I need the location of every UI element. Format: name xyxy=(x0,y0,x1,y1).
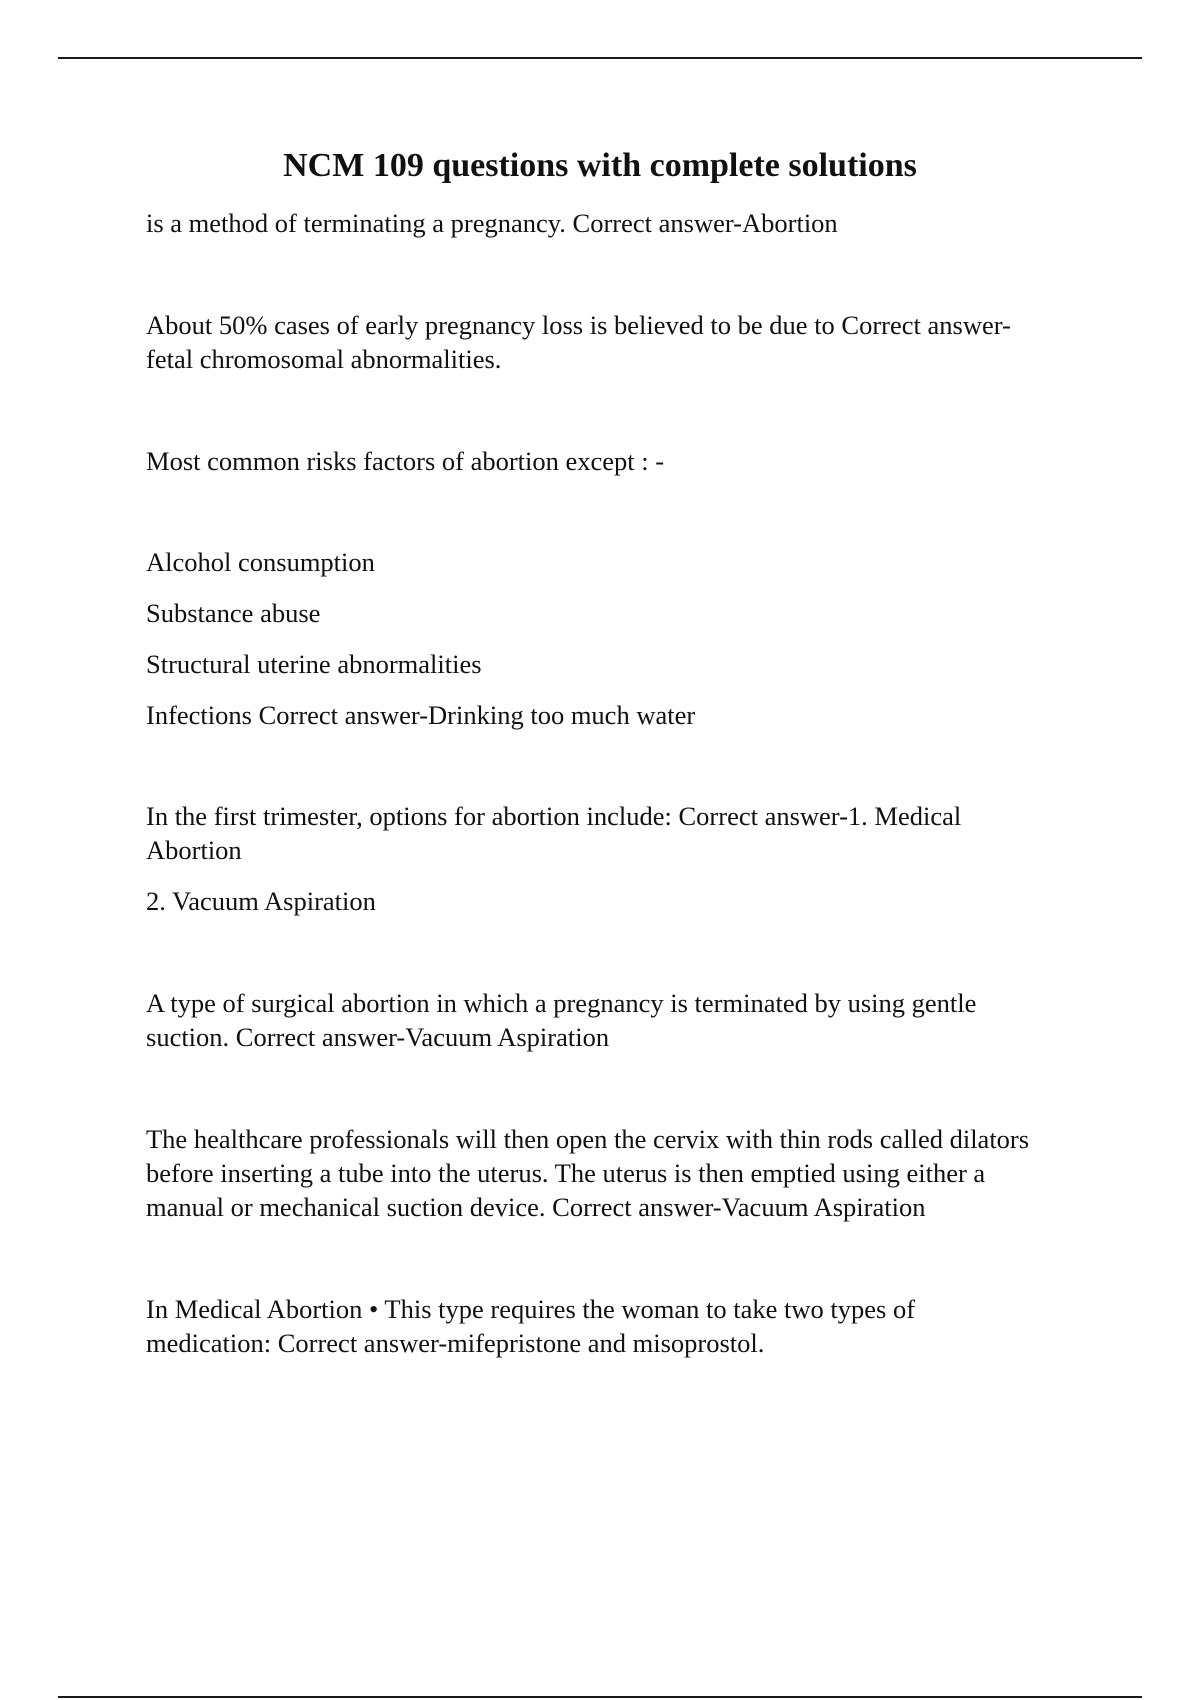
question-2 xyxy=(146,308,1096,376)
question-5 xyxy=(146,986,1096,1054)
option-item: Substance abuse xyxy=(146,598,321,628)
footer-rule xyxy=(58,1696,1142,1698)
question-5-line-1: A type of surgical abortion in which a pregnancy is terminated by using gentle xyxy=(146,988,977,1018)
question-6-line-2: before inserting a tube into the uterus. The uterus is then emptied using either a xyxy=(146,1158,986,1188)
question-7-line-2: medication: Correct answer-mifepristone and misoprostol. xyxy=(146,1328,765,1358)
question-4-line-1: In the first trimester, options for abortion include: Correct answer-1. Medical xyxy=(146,801,962,831)
question-7-line-1: In Medical Abortion • This type requires the woman to take two types of xyxy=(146,1294,916,1324)
question-2-line-2: fetal chromosomal abnormalities. xyxy=(146,344,502,374)
question-3-options xyxy=(146,545,1096,732)
document-body xyxy=(146,206,1096,1360)
question-2-line-1: About 50% cases of early pregnancy loss is believed to be due to Correct answer- xyxy=(146,310,1011,340)
question-5-line-2: suction. Correct answer-Vacuum Aspiration xyxy=(146,1022,610,1052)
question-4 xyxy=(146,799,1096,918)
question-1: is a method of terminating a pregnancy. Correct answer-Abortion xyxy=(146,208,838,238)
question-4-line-2: Abortion xyxy=(146,835,242,865)
question-6-line-1: The healthcare professionals will then open the cervix with thin rods called dilators xyxy=(146,1124,1030,1154)
question-3: Most common risks factors of abortion except : - xyxy=(146,446,665,476)
question-6-line-3: manual or mechanical suction device. Correct answer-Vacuum Aspiration xyxy=(146,1192,926,1222)
question-6 xyxy=(146,1122,1096,1224)
option-item: Alcohol consumption xyxy=(146,547,375,577)
option-item: Structural uterine abnormalities xyxy=(146,649,482,679)
option-item: Infections Correct answer-Drinking too much water xyxy=(146,700,696,730)
question-7 xyxy=(146,1292,1096,1360)
header-rule xyxy=(58,57,1142,59)
question-4-line-3: 2. Vacuum Aspiration xyxy=(146,886,376,916)
document-title: NCM 109 questions with complete solutions xyxy=(283,147,917,184)
